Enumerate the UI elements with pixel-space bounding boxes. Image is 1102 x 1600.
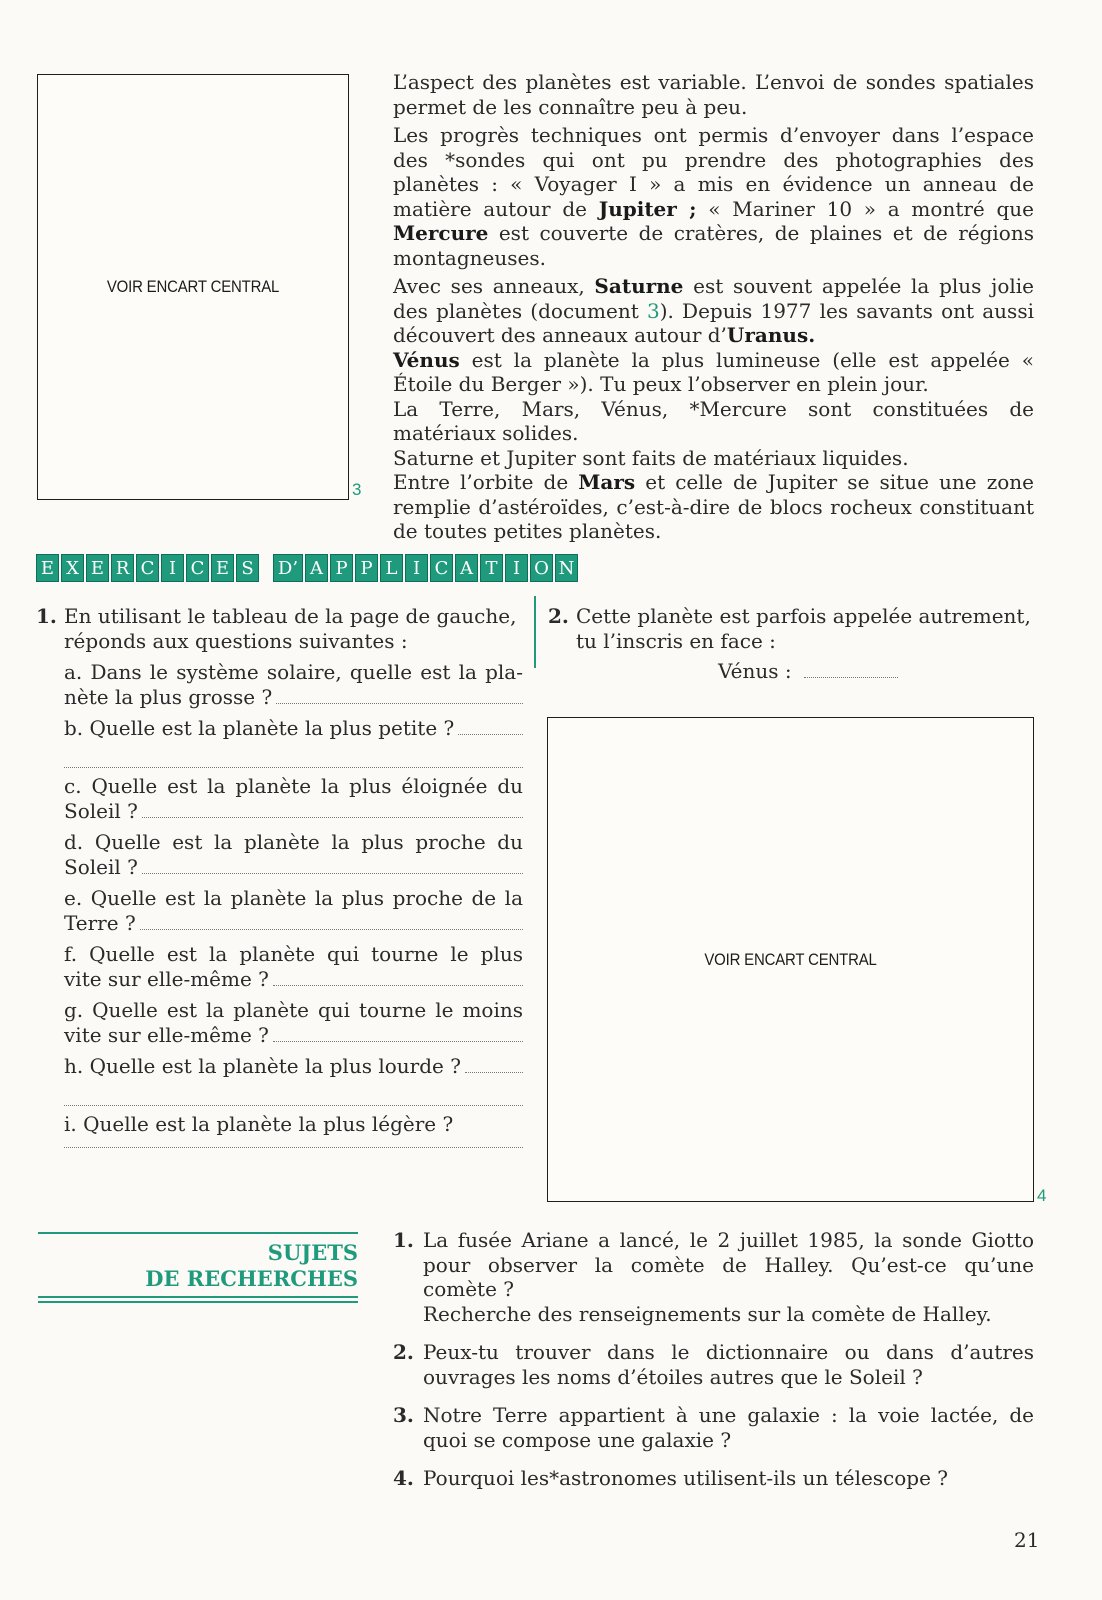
exercise-1-number: 1.: [36, 604, 57, 628]
banner-letter: I: [505, 554, 528, 582]
question-a: a. Dans le système solaire, quelle est la pla- nète la plus grosse ?: [64, 660, 523, 709]
banner-letter: E: [86, 554, 109, 582]
answer-line-i[interactable]: [64, 1137, 523, 1148]
answer-line-h[interactable]: [465, 1071, 523, 1073]
venus-answer-row: [718, 659, 1034, 684]
banner-letter: I: [405, 554, 428, 582]
question-c: c. Quelle est la planète la plus éloignée du Soleil ?: [64, 774, 523, 823]
question-d: d. Quelle est la planète la plus proche du Soleil ?: [64, 830, 523, 879]
figure-3-placeholder: [37, 74, 349, 500]
banner-letter: D’: [273, 554, 303, 582]
exercices-banner: [36, 554, 578, 582]
banner-letter: A: [305, 554, 328, 582]
figure-3-number: 3: [352, 480, 362, 499]
exercise-2-number: 2.: [548, 604, 569, 628]
banner-letter: X: [61, 554, 84, 582]
answer-line-b-extra[interactable]: [64, 741, 523, 768]
exercise-2: [548, 604, 1034, 684]
banner-letter: S: [236, 554, 259, 582]
venus-answer-line[interactable]: [804, 676, 898, 678]
banner-letter: P: [330, 554, 353, 582]
banner-letter: T: [480, 554, 503, 582]
exercise-1: [36, 604, 523, 1152]
banner-letter: L: [380, 554, 403, 582]
question-g: g. Quelle est la planète qui tourne le moins vite sur elle-même ?: [64, 998, 523, 1047]
answer-line-b[interactable]: [458, 733, 523, 735]
figure-4-number: 4: [1037, 1186, 1047, 1205]
banner-letter: P: [355, 554, 378, 582]
banner-letter: N: [555, 554, 578, 582]
question-b: b. Quelle est la planète la plus petite ?: [64, 716, 523, 768]
intro-text: [393, 70, 1034, 544]
banner-letter: E: [36, 554, 59, 582]
figure-4-placeholder: [547, 717, 1034, 1202]
answer-line-h-extra[interactable]: [64, 1079, 523, 1106]
banner-letter: A: [455, 554, 478, 582]
answer-line-g[interactable]: [273, 1040, 523, 1042]
research-list: [393, 1228, 1034, 1505]
banner-letter: C: [430, 554, 453, 582]
banner-letter: O: [530, 554, 553, 582]
intro-paragraph-1: L’aspect des planètes est variable. L’envoi de sondes spatiales permet de les connaître peu à peu.: [393, 70, 1034, 119]
banner-letter: C: [186, 554, 209, 582]
banner-letter: E: [211, 554, 234, 582]
intro-paragraph-6: Saturne et Jupiter sont faits de matériaux liquides.: [393, 445, 909, 470]
list-item: 2. Peux-tu trouver dans le dictionnaire ou dans d’autres ouvrages les noms d’étoiles autres que le Soleil ?: [393, 1340, 1034, 1389]
exercise-1-prompt: En utilisant le tableau de la page de gauche, réponds aux questions suivantes :: [64, 604, 517, 653]
intro-paragraph-5: La Terre, Mars, Vénus, *Mercure sont constituées de matériaux solides.: [393, 396, 1034, 445]
figure-4-label: VOIR ENCART CENTRAL: [704, 950, 877, 969]
exercise-2-prompt: Cette planète est parfois appelée autrement, tu l’inscris en face :: [576, 604, 1031, 653]
question-f: f. Quelle est la planète qui tourne le plus vite sur elle-même ?: [64, 942, 523, 991]
banner-letter: C: [136, 554, 159, 582]
list-item: 4. Pourquoi les*astronomes utilisent-ils un télescope ?: [393, 1466, 949, 1490]
intro-paragraph-2: Les progrès techniques ont permis d’envoyer dans l’espace des *sondes qui ont pu prendre des photographies des planètes : « Voyager I » a mis en évidence un anneau de matière autour de Jupiter ; « Mariner 10 » a montré que Mercure est couverte de cratères, de plaines et de régions montagneuses.: [393, 123, 1035, 270]
answer-line-d[interactable]: [142, 872, 523, 874]
question-h: h. Quelle est la planète la plus lourde ?: [64, 1054, 523, 1106]
list-item: 3. Notre Terre appartient à une galaxie : la voie lactée, de quoi se compose une galaxie ?: [393, 1403, 1034, 1452]
answer-line-f[interactable]: [273, 984, 523, 986]
research-title: SUJETS DE RECHERCHES: [145, 1240, 358, 1291]
research-rule-top: [38, 1232, 358, 1234]
answer-line-a[interactable]: [276, 702, 523, 704]
answer-line-c[interactable]: [142, 816, 523, 818]
venus-label: Vénus :: [718, 659, 792, 683]
answer-line-e[interactable]: [140, 928, 523, 930]
figure-3-label: VOIR ENCART CENTRAL: [106, 277, 280, 296]
list-item: 1. La fusée Ariane a lancé, le 2 juillet 1985, la sonde Giotto pour observer la comète de Halley. Qu’est-ce qu’une comète ? Recherche des renseignements sur la comète de Halley.: [393, 1228, 1034, 1326]
banner-letter: R: [111, 554, 134, 582]
research-rule-bottom: [38, 1296, 358, 1298]
research-rule-bottom-2: [38, 1301, 358, 1303]
page-number: 21: [1014, 1528, 1040, 1552]
question-i: i. Quelle est la planète la plus légère ?: [64, 1112, 523, 1148]
column-divider: [534, 596, 536, 668]
intro-paragraph-3: Avec ses anneaux, Saturne est souvent appelée la plus jolie des planètes (document 3). Depuis 1977 les savants ont aussi découvert des anneaux autour d’Uranus.: [393, 274, 1034, 347]
intro-paragraph-4: Vénus est la planète la plus lumineuse (elle est appelée « Étoile du Berger »). Tu peux l’observer en plein jour.: [393, 347, 1034, 396]
question-e: e. Quelle est la planète la plus proche de la Terre ?: [64, 886, 523, 935]
banner-letter: I: [161, 554, 184, 582]
intro-paragraph-7: Entre l’orbite de Mars et celle de Jupiter se situe une zone remplie d’astéroïdes, c’est-à-dire de blocs rocheux constituant de toutes petites planètes.: [393, 470, 1034, 543]
